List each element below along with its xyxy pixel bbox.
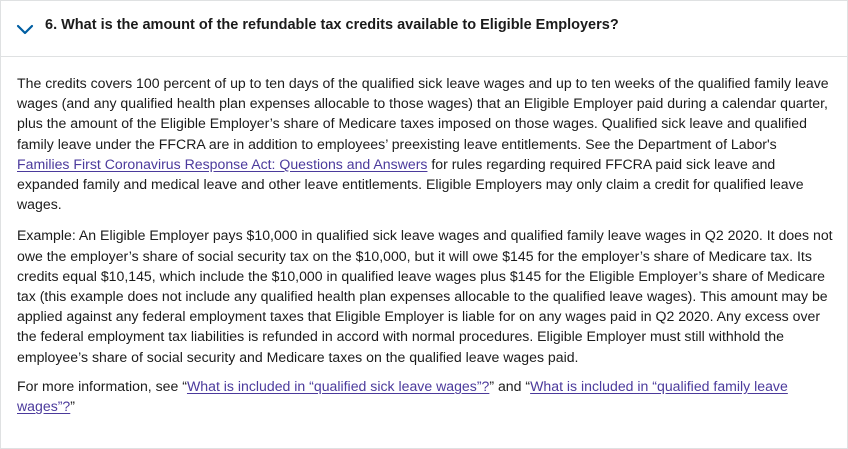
more-info-text-middle: ” and “ (489, 377, 531, 394)
paragraph-1-text-end: for rules regarding required FFCRA paid sick leave and expanded family and medical leave and other leave entitlements. Eligible Employers may only claim a credit for qualified leave wages. (17, 155, 804, 213)
family-leave-wages-link[interactable]: What is included in “qualified family leave wages”? (17, 377, 788, 415)
ffcra-qa-link[interactable]: Families First Coronavirus Response Act: Questions and Answers (17, 155, 428, 172)
paragraph-1-text-start: The credits covers 100 percent of up to ten days of the qualified sick leave wages and up to ten weeks of the qualified family leave wages (and any qualified health plan expenses allocable to those wages) that an Eligible Employer paid during a calendar quarter, plus the amount of the Eligible Employer’s share of Medicare taxes imposed on those wages. Qualified sick leave and qualified family leave under the FFCRA are in addition to employees’ preexisting leave entitlements. See the Department of Labor's (17, 75, 829, 152)
answer-paragraph-example: Example: An Eligible Employer pays $10,000 in qualified sick leave wages and qualified family leave wages in Q2 2020. It does not owe the employer’s share of social security tax on the $10,000, but it will owe $145 for the employer’s share of Medicare tax. Its credits equal $10,145, which include the $10,000 in qualified leave wages plus $145 for the Eligible Employer’s share of Medicare tax (this example does not include any qualified health plan expenses allocable to the qualified leave wages). This amount may be applied against any federal employment taxes that Eligible Employer is liable for on any wages paid in Q2 2020. Any excess over the federal employment tax liabilities is refunded in accord with normal procedures. Eligible Employer must still withhold the employee’s share of social security and Medicare taxes on the qualified leave wages paid. (17, 227, 833, 365)
more-info-text-end: ” (70, 398, 75, 415)
question-title[interactable]: 6. What is the amount of the refundable tax credits available to Eligible Employers? (45, 17, 619, 33)
sick-leave-wages-link[interactable]: What is included in “qualified sick leave wages”? (186, 377, 490, 394)
answer-paragraph-more-info (17, 376, 833, 416)
accordion-content (17, 73, 833, 425)
chevron-down-icon[interactable] (16, 20, 34, 38)
more-info-text-start: For more information, see “ (17, 377, 187, 394)
answer-paragraph-1 (17, 73, 833, 214)
accordion-header[interactable] (1, 1, 847, 57)
